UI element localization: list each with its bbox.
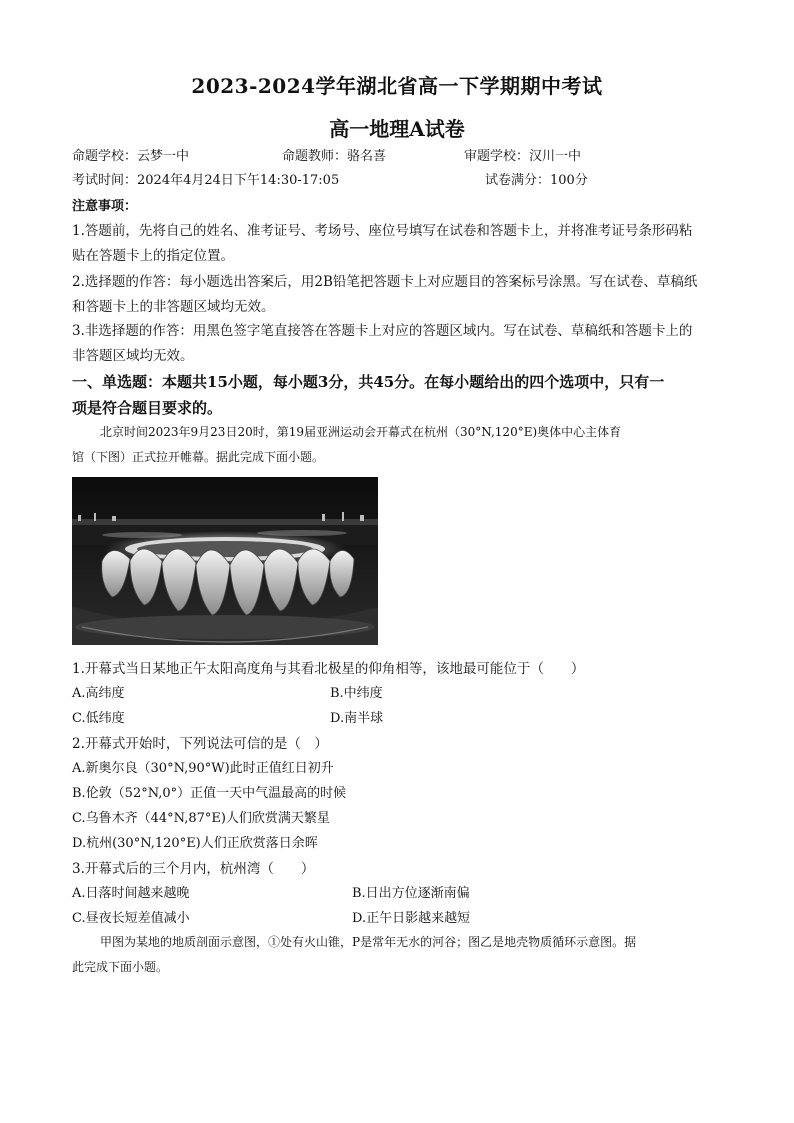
question-1-option-a[interactable]: A.高纬度 — [72, 686, 125, 701]
question-2-option-b[interactable]: B.伦敦（52°N,0°）正值一天中气温最高的时候 — [72, 786, 347, 801]
next-question-group-intro — [72, 930, 724, 980]
note-2-line-2: 和答题卡上的非答题区域均无效。 — [72, 299, 275, 315]
exam-subtitle: 高一地理A试卷 — [329, 117, 465, 141]
note-1-line-2: 贴在答题卡上的指定位置。 — [72, 248, 234, 264]
question-1-option-d[interactable]: D.南半球 — [330, 711, 384, 726]
note-item-2 — [72, 270, 722, 320]
question-3-stem: 3.开幕式后的三个月内，杭州湾（ ） — [72, 861, 315, 877]
intro-line-1: 北京时间2023年9月23日20时，第19届亚洲运动会开幕式在杭州（30°N,120°E)奥体中心主体育 — [100, 425, 622, 439]
question-3-option-b[interactable]: B.日出方位逐渐南偏 — [352, 886, 470, 901]
note-item-1 — [72, 219, 722, 269]
question-1-option-c[interactable]: C.低纬度 — [72, 711, 125, 726]
review-school-label: 审题学校：汉川一中 — [464, 149, 582, 164]
question-group-intro — [72, 420, 724, 470]
section-heading-line-1: 一、单选题：本题共15小题，每小题3分，共45分。在每小题给出的四个选项中，只有一 — [72, 373, 665, 391]
question-2-option-d[interactable]: D.杭州(30°N,120°E)人们正欣赏落日余晖 — [72, 836, 318, 851]
stadium-photo — [72, 477, 378, 645]
next-intro-line-1: 甲图为某地的地质剖面示意图，①处有火山锥，P是常年无水的河谷；图乙是地壳物质循环示意图。据 — [100, 935, 637, 949]
teacher-label: 命题教师：骆名喜 — [282, 149, 387, 164]
next-intro-line-2: 此完成下面小题。 — [72, 960, 169, 974]
question-2-stem: 2.开幕式开始时，下列说法可信的是（ ） — [72, 736, 328, 752]
school-label: 命题学校：云梦一中 — [72, 149, 190, 164]
note-item-3 — [72, 319, 722, 369]
question-2-option-c[interactable]: C.乌鲁木齐（44°N,87°E)人们欣赏满天繁星 — [72, 811, 330, 826]
section-heading-line-2: 项是符合题目要求的。 — [72, 399, 223, 417]
full-score-label: 试卷满分：100分 — [485, 173, 588, 188]
note-3-line-1: 3.非选择题的作答：用黑色签字笔直接答在答题卡上对应的答题区域内。写在试卷、草稿纸和答题卡上的 — [72, 323, 693, 339]
question-1-stem: 1.开幕式当日某地正午太阳高度角与其看北极星的仰角相等，该地最可能位于（ ） — [72, 661, 585, 677]
question-3-option-a[interactable]: A.日落时间越来越晚 — [72, 886, 190, 901]
section-heading — [72, 369, 724, 421]
exam-title: 2023-2024学年湖北省高一下学期期中考试 — [191, 74, 603, 98]
question-3-option-c[interactable]: C.昼夜长短差值减小 — [72, 911, 190, 926]
notes-heading: 注意事项： — [72, 199, 138, 214]
note-3-line-2: 非答题区域均无效。 — [72, 348, 194, 364]
exam-time-label: 考试时间：2024年4月24日下午14:30-17:05 — [72, 173, 340, 188]
note-2-line-1: 2.选择题的作答：每小题选出答案后，用2B铅笔把答题卡上对应题目的答案标号涂黑。写在试卷、草稿纸 — [72, 274, 698, 290]
note-1-line-1: 1.答题前，先将自己的姓名、准考证号、考场号、座位号填写在试卷和答题卡上，并将准考证号条形码粘 — [72, 223, 693, 239]
question-3-option-d[interactable]: D.正午日影越来越短 — [352, 911, 471, 926]
question-2-option-a[interactable]: A.新奥尔良（30°N,90°W)此时正值红日初升 — [72, 761, 334, 776]
question-1-option-b[interactable]: B.中纬度 — [330, 686, 383, 701]
stadium-illustration — [72, 477, 378, 645]
intro-line-2: 馆（下图）正式拉开帷幕。据此完成下面小题。 — [72, 450, 325, 464]
